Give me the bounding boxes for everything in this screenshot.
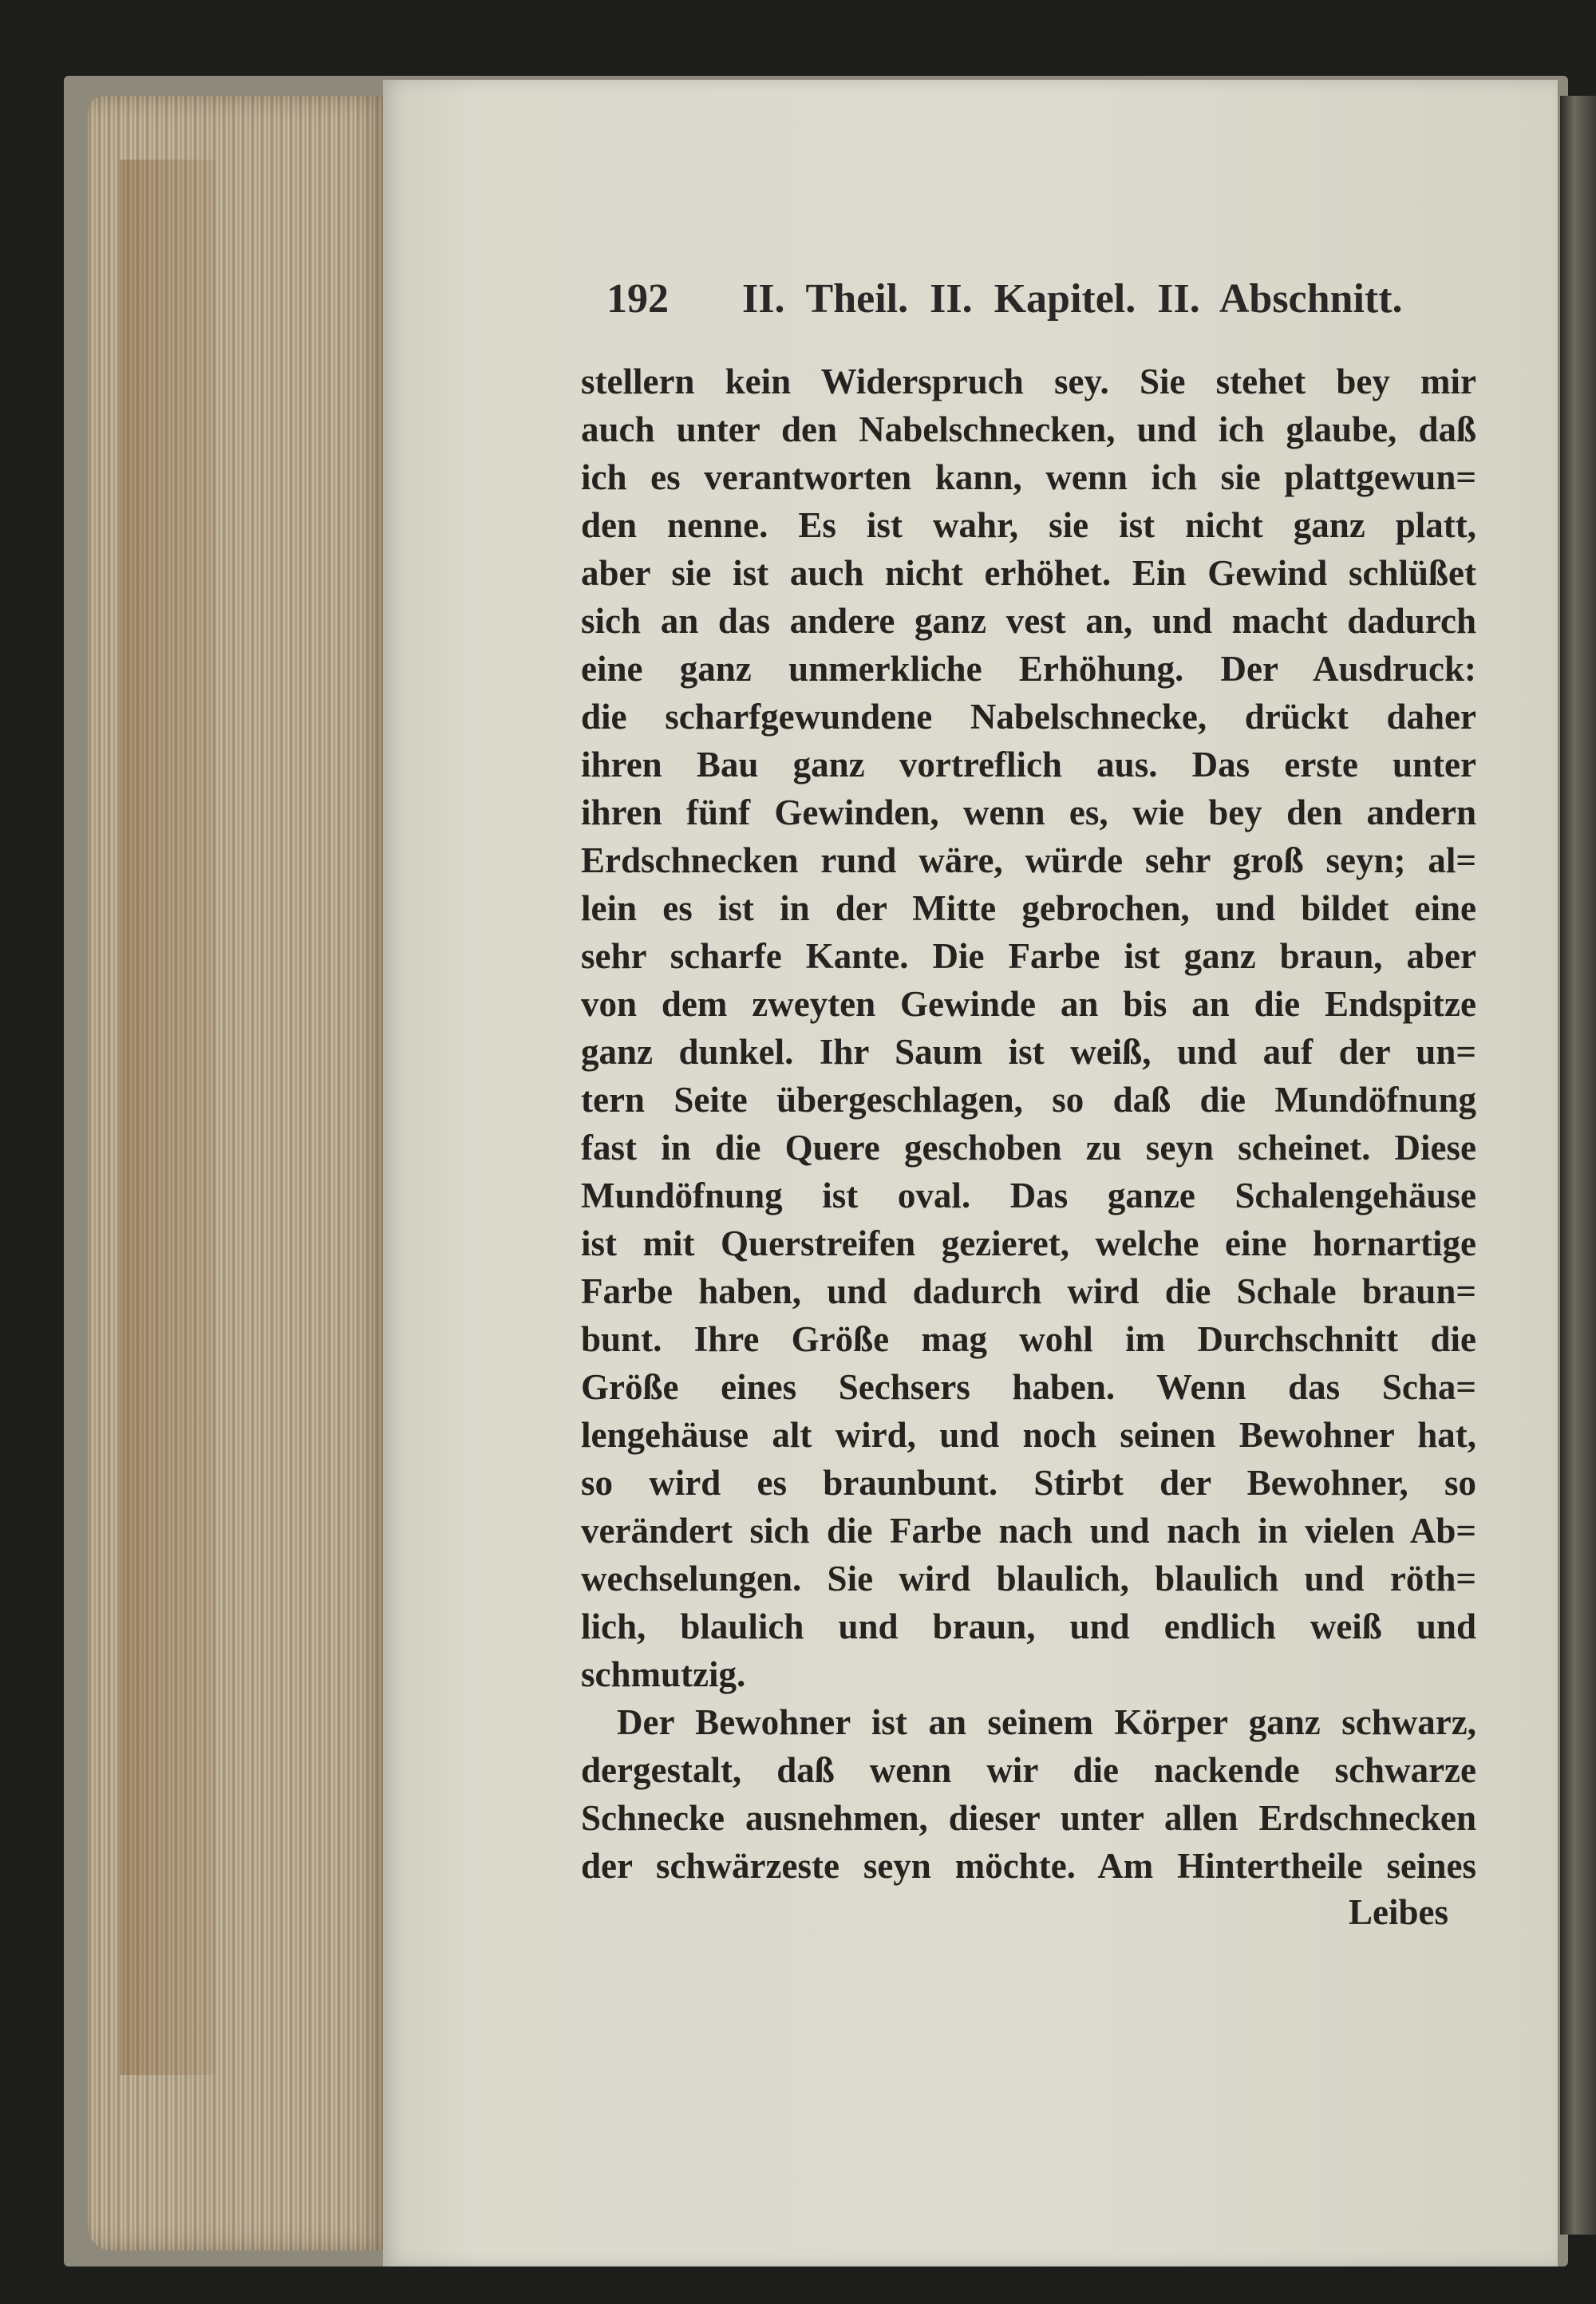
text-line: sehr scharfe Kante. Die Farbe ist ganz braun, aber — [581, 936, 1476, 976]
text-line: Der Bewohner ist an seinem Körper ganz schwarz, — [617, 1702, 1476, 1742]
text-line: stellern kein Widerspruch sey. Sie stehet bey mir — [581, 362, 1476, 401]
catchword: Leibes — [1349, 1892, 1449, 1932]
body-text — [581, 358, 1476, 1890]
page-number: 192 — [606, 276, 669, 322]
text-line: tern Seite übergeschlagen, so daß die Mundöfnung — [581, 1080, 1476, 1120]
text-line: eine ganz unmerkliche Erhöhung. Der Ausdruck: — [581, 649, 1476, 689]
text-line: Größe eines Sechsers haben. Wenn das Scha= — [581, 1367, 1476, 1407]
text-line: so wird es braunbunt. Stirbt der Bewohner, so — [581, 1463, 1476, 1503]
text-line: Mundöfnung ist oval. Das ganze Schalengehäuse — [581, 1176, 1476, 1215]
text-line: lein es ist in der Mitte gebrochen, und bildet eine — [581, 888, 1476, 928]
text-line: ihren Bau ganz vortreflich aus. Das erste unter — [581, 745, 1476, 784]
text-line: Farbe haben, und dadurch wird die Schale braun= — [581, 1271, 1476, 1311]
text-line: der schwärzeste seyn möchte. Am Hintertheile seines — [581, 1846, 1476, 1886]
text-line: bunt. Ihre Größe mag wohl im Durchschnitt die — [581, 1319, 1476, 1359]
text-line: sich an das andere ganz vest an, und macht dadurch — [581, 601, 1476, 641]
running-head: II. Theil. II. Kapitel. II. Abschnitt. — [742, 276, 1403, 322]
text-line: verändert sich die Farbe nach und nach in vielen Ab= — [581, 1511, 1476, 1551]
text-line: dergestalt, daß wenn wir die nackende schwarze — [581, 1750, 1476, 1790]
text-line: von dem zweyten Gewinde an bis an die Endspitze — [581, 984, 1476, 1024]
text-line: ihren fünf Gewinden, wenn es, wie bey den andern — [581, 792, 1476, 832]
adjacent-book-edge — [1560, 96, 1596, 2235]
edge-stain — [120, 160, 215, 2075]
text-line: schmutzig. — [581, 1654, 746, 1694]
page-header — [606, 275, 1404, 339]
text-line: lengehäuse alt wird, und noch seinen Bewohner hat, — [581, 1415, 1476, 1455]
text-line: wechselungen. Sie wird blaulich, blaulich und röth= — [581, 1559, 1476, 1599]
text-line: fast in die Quere geschoben zu seyn scheinet. Diese — [581, 1128, 1476, 1168]
text-line: ist mit Querstreifen gezieret, welche eine hornartige — [581, 1223, 1476, 1263]
text-line: lich, blaulich und braun, und endlich weiß und — [581, 1606, 1476, 1646]
text-line: die scharfgewundene Nabelschnecke, drückt daher — [581, 697, 1476, 737]
text-line: aber sie ist auch nicht erhöhet. Ein Gewind schlüßet — [581, 553, 1476, 593]
text-line: ich es verantworten kann, wenn ich sie plattgewun= — [581, 457, 1476, 497]
text-line: den nenne. Es ist wahr, sie ist nicht ganz platt, — [581, 505, 1476, 545]
text-line: auch unter den Nabelschnecken, und ich glaube, daß — [581, 409, 1476, 449]
text-line: Schnecke ausnehmen, dieser unter allen Erdschnecken — [581, 1798, 1476, 1838]
text-line: ganz dunkel. Ihr Saum ist weiß, und auf der un= — [581, 1032, 1476, 1072]
text-line: Erdschnecken rund wäre, würde sehr groß seyn; al= — [581, 840, 1476, 880]
